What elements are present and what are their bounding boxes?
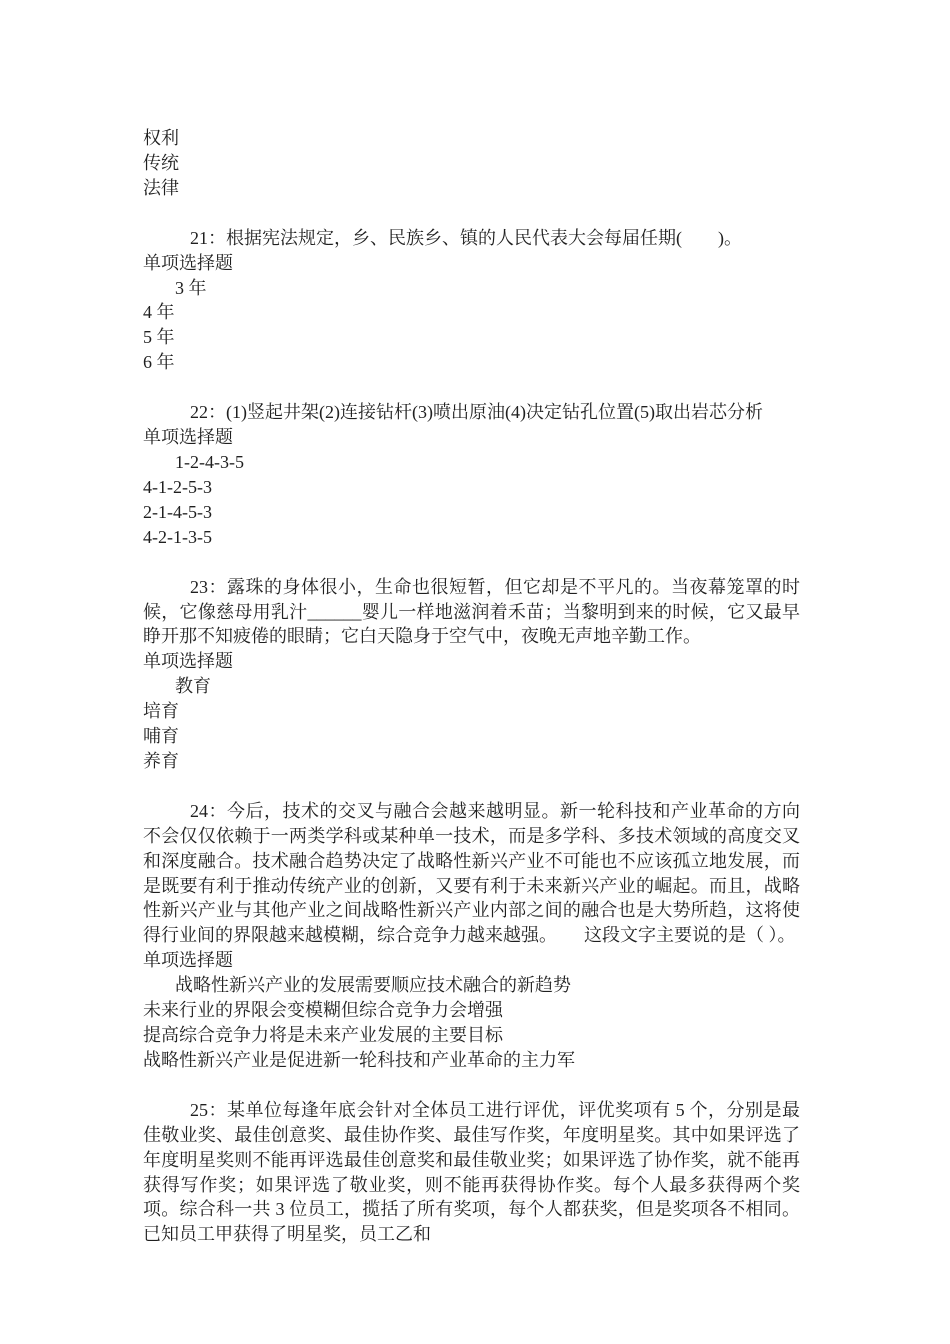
option-item: 4-1-2-5-3 [143,476,212,497]
question-stem: 25：某单位每逢年底会针对全体员工进行评优，评优奖项有 5 个，分别是最佳敬业奖、最佳创意奖、最佳协作奖、最佳写作奖，年度明星奖。其中如果评选了年度明星奖则不能再评选最佳创意奖和最佳敬业奖；如果评选了协作奖，就不能再获得写作奖；如果评选了敬业奖，则不能再获得协作奖。每个人最多获得两个奖项。综合科一共 3 位员工，揽括了所有奖项，每个人都获奖，但是奖项各不相同。已知员工甲获得了明星奖，员工乙和 [143,1099,800,1245]
option-item: 培育 [143,701,179,722]
option-item: 法律 [143,177,179,198]
question-stem: 21：根据宪法规定，乡、民族乡、镇的人民代表大会每届任期( )。 [190,227,742,248]
option-item: 养育 [143,750,179,771]
question-stem: 23：露珠的身体很小，生命也很短暂，但它却是不平凡的。当夜幕笼罩的时候，它像慈母用乳汁______婴儿一样地滋润着禾苗；当黎明到来的时候，它又最早睁开那不知疲倦的眼睛；它白天隐身于空气中，夜晚无声地辛勤工作。 [143,576,800,647]
option-item: 3 年 [175,277,207,298]
question-stem: 22：(1)竖起井架(2)连接钻杆(3)喷出原油(4)决定钻孔位置(5)取出岩芯分析 [190,402,763,423]
option-item: 5 年 [143,327,175,348]
option-item: 战略性新兴产业是促进新一轮科技和产业革命的主力军 [143,1049,575,1070]
blank-line [143,774,800,799]
carryover-options-block [143,126,800,201]
question-type-label: 单项选择题 [143,252,233,273]
option-item: 战略性新兴产业的发展需要顺应技术融合的新趋势 [175,975,571,996]
option-item: 2-1-4-5-3 [143,501,212,522]
question-type-label: 单项选择题 [143,950,233,971]
question-block-21 [143,226,800,375]
question-block-22 [143,400,800,549]
question-stem: 24：今后，技术的交叉与融合会越来越明显。新一轮科技和产业革命的方向不会仅仅依赖于一两类学科或某种单一技术，而是多学科、多技术领域的高度交叉和深度融合。技术融合趋势决定了战略性新兴产业不可能也不应该孤立地发展，而是既要有利于推动传统产业的创新，又要有利于未来新兴产业的崛起。而且，战略性新兴产业与其他产业之间战略性新兴产业内部之间的融合也是大势所趋，这将使得行业间的界限越来越模糊，综合竞争力越来越强。 这段文字主要说的是（ ）。 [143,800,800,946]
blank-line [143,375,800,400]
question-type-label: 单项选择题 [143,427,233,448]
blank-line [143,1073,800,1098]
option-item: 4-2-1-3-5 [143,526,212,547]
blank-line [143,550,800,575]
option-item: 6 年 [143,352,175,373]
option-item: 哺育 [143,726,179,747]
option-item: 权利 [143,128,179,148]
option-item: 传统 [143,152,179,173]
question-block-23 [143,575,800,774]
question-type-label: 单项选择题 [143,651,233,672]
option-item: 未来行业的界限会变模糊但综合竞争力会增强 [143,1000,503,1021]
option-item: 4 年 [143,302,175,323]
option-item: 教育 [175,676,211,697]
blank-line [143,201,800,226]
question-block-24 [143,799,800,1073]
option-item: 1-2-4-3-5 [175,451,244,472]
question-block-25 [143,1098,800,1247]
option-item: 提高综合竞争力将是未来产业发展的主要目标 [143,1025,503,1045]
